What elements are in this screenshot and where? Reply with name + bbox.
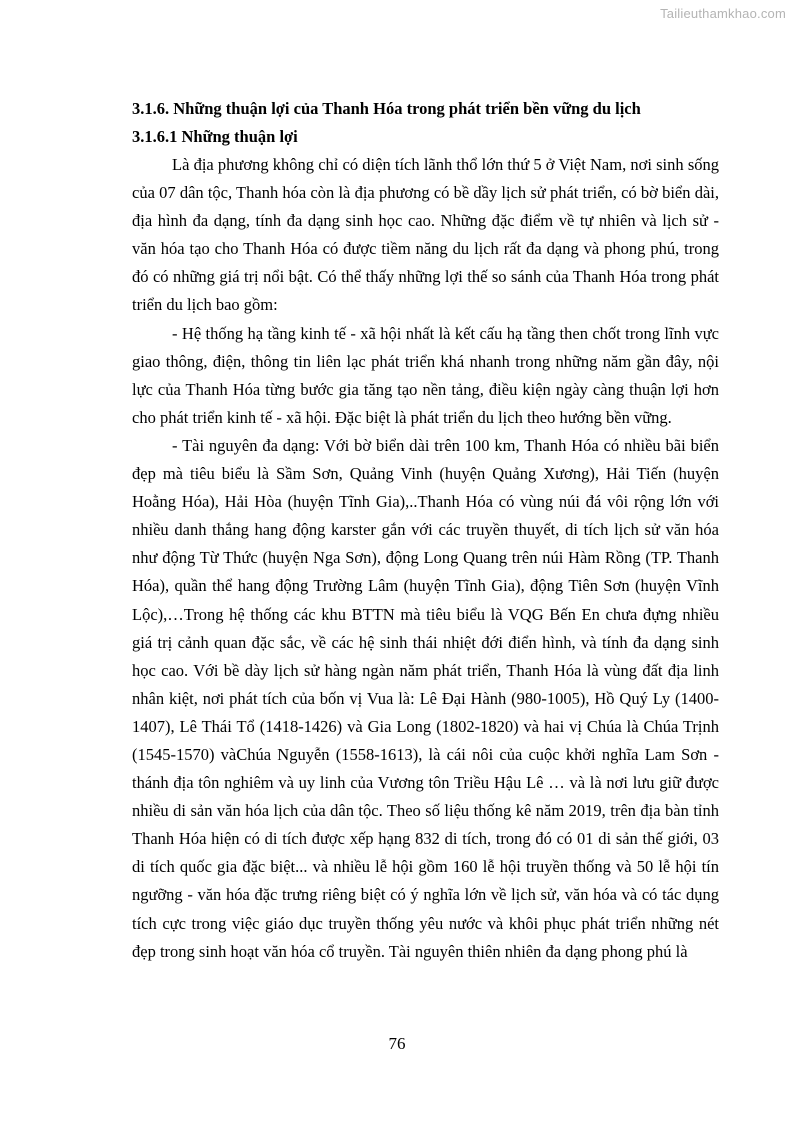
paragraph-intro: Là địa phương không chỉ có diện tích lãnh thổ lớn thứ 5 ở Việt Nam, nơi sinh sống của 07 dân tộc, Thanh hóa còn là địa phương có bề dầy lịch sử phát triển, có bờ biển dài, địa hình đa dạng, tính đa dạng sinh học cao. Những đặc điểm về tự nhiên và lịch sử - văn hóa tạo cho Thanh Hóa có được tiềm năng du lịch rất đa dạng và phong phú, trong đó có những giá trị nổi bật. Có thể thấy những lợi thế so sánh của Thanh Hóa trong phát triển du lịch bao gồm: bbox=[132, 155, 719, 315]
subsection-heading: 3.1.6.1 Những thuận lợi bbox=[132, 127, 298, 146]
watermark-text: Tailieuthamkhao.com bbox=[660, 6, 786, 21]
paragraph-resources: - Tài nguyên đa dạng: Với bờ biển dài trên 100 km, Thanh Hóa có nhiều bãi biển đẹp mà tiêu biểu là Sầm Sơn, Quảng Vinh (huyện Quảng Xương), Hải Tiến (huyện Hoằng Hóa), Hải Hòa (huyện Tĩnh Gia),..Thanh Hóa có vùng núi đá vôi rộng lớn với nhiều danh thắng hang động karster gắn với các truyền thuyết, di tích lịch sử văn hóa như động Từ Thức (huyện Nga Sơn), động Long Quang trên núi Hàm Rồng (TP. Thanh Hóa), quần thể hang động Trường Lâm (huyện Tĩnh Gia), động Tiên Sơn (huyện Vĩnh Lộc),…Trong hệ thống các khu BTTN mà tiêu biểu là VQG Bến En chưa đựng nhiều giá trị cảnh quan đặc sắc, về các hệ sinh thái nhiệt đới điển hình, và tính đa dạng sinh học cao. Với bề dày lịch sử hàng ngàn năm phát triển, Thanh Hóa là vùng đất địa linh nhân kiệt, nơi phát tích của bốn vị Vua là: Lê Đại Hành (980-1005), Hồ Quý Ly (1400-1407), Lê Thái Tổ (1418-1426) và Gia Long (1802-1820) và hai vị Chúa là Chúa Trịnh (1545-1570) vàChúa Nguyễn (1558-1613), là cái nôi của cuộc khởi nghĩa Lam Sơn - thánh địa tôn nghiêm và uy linh của Vương tôn Triều Hậu Lê … và là nơi lưu giữ được nhiều di sản văn hóa lịch của dân tộc. Theo số liệu thống kê năm 2019, trên địa bàn tỉnh Thanh Hóa hiện có di tích được xếp hạng 832 di tích, trong đó có 01 di sản thế giới, 03 di tích quốc gia đặc biệt... và nhiều lễ hội gồm 160 lễ hội truyền thống và 50 lễ hội tín ngưỡng - văn hóa đặc trưng riêng biệt có ý nghĩa lớn về lịch sử, văn hóa và có tác dụng tích cực trong việc giáo dục truyền thống yêu nước và khôi phục phát triển những nét đẹp trong sinh hoạt văn hóa cổ truyền. Tài nguyên thiên nhiên đa dạng phong phú là bbox=[132, 435, 719, 961]
section-heading: 3.1.6. Những thuận lợi của Thanh Hóa trong phát triển bền vững du lịch bbox=[132, 99, 641, 118]
paragraph-infrastructure: - Hệ thống hạ tầng kinh tế - xã hội nhất là kết cấu hạ tầng then chốt trong lĩnh vực giao thông, điện, thông tin liên lạc phát triển khá nhanh trong những năm gần đây, nội lực của Thanh Hóa từng bước gia tăng tạo nền tảng, điều kiện ngày càng thuận lợi hơn cho phát triển kinh tế - xã hội. Đặc biệt là phát triển du lịch theo hướng bền vững. bbox=[132, 323, 719, 427]
page-number: 76 bbox=[388, 1034, 406, 1053]
page-body bbox=[132, 95, 719, 966]
